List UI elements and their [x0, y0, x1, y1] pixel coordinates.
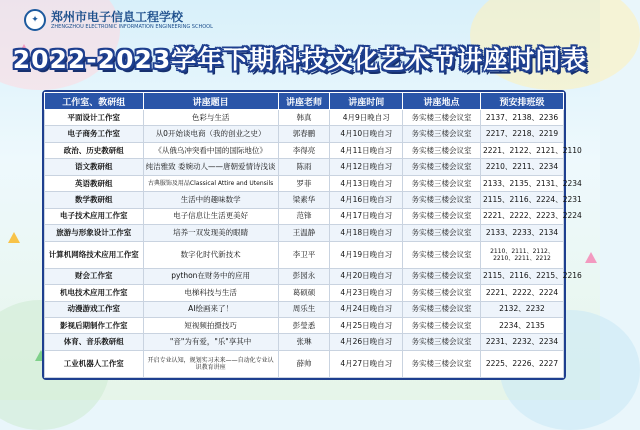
time-cell: 4月13日晚自习 [330, 175, 403, 191]
table-row [45, 350, 564, 377]
table-row [45, 142, 564, 158]
classes-cell: 2115、2116、2215、2216 [480, 268, 563, 284]
teacher-cell: 张琳 [278, 334, 330, 350]
topic-cell: 电子信息让生活更美好 [143, 208, 278, 224]
studio-cell: 数学教研组 [45, 192, 144, 208]
studio-cell: 机电技术应用工作室 [45, 285, 144, 301]
studio-cell: 影视后期制作工作室 [45, 318, 144, 334]
table-row [45, 268, 564, 284]
time-cell: 4月26日晚自习 [330, 334, 403, 350]
page-title: 2022-2023学年下期科技文化艺术节讲座时间表 [12, 45, 588, 74]
school-header [24, 8, 213, 32]
teacher-cell: 陈雨 [278, 159, 330, 175]
location-cell: 务实楼三楼会议室 [403, 241, 481, 268]
table-row [45, 301, 564, 317]
topic-cell: 数字化时代新技术 [143, 241, 278, 268]
classes-cell: 2210、2211、2234 [480, 159, 563, 175]
time-cell: 4月16日晚自习 [330, 192, 403, 208]
time-cell: 4月25日晚自习 [330, 318, 403, 334]
school-logo-icon: ✦ [24, 9, 46, 31]
studio-cell: 电子技术应用工作室 [45, 208, 144, 224]
location-cell: 务实楼三楼会议室 [403, 142, 481, 158]
table-row [45, 175, 564, 191]
studio-cell: 计算机网络技术应用工作室 [45, 241, 144, 268]
table-row [45, 318, 564, 334]
classes-cell: 2221、2122、2121、2110 [480, 142, 563, 158]
classes-cell: 2217、2218、2219 [480, 126, 563, 142]
location-cell: 务实楼三楼会议室 [403, 175, 481, 191]
time-cell: 4月18日晚自习 [330, 225, 403, 241]
topic-cell: 培养一双发现美的眼睛 [143, 225, 278, 241]
classes-cell: 2133、2233、2134 [480, 225, 563, 241]
location-cell: 务实楼三楼会议室 [403, 301, 481, 317]
table-row [45, 225, 564, 241]
topic-cell: python在财务中的应用 [143, 268, 278, 284]
topic-cell: 开启专业认知，规划实习未来——自动化专业认识教育讲座 [143, 350, 278, 377]
col-header-time: 讲座时间 [330, 93, 403, 110]
teacher-cell: 薛帅 [278, 350, 330, 377]
time-cell: 4月24日晚自习 [330, 301, 403, 317]
time-cell: 4月10日晚自习 [330, 126, 403, 142]
location-cell: 务实楼三楼会议室 [403, 192, 481, 208]
location-cell: 务实楼三楼会议室 [403, 225, 481, 241]
location-cell: 务实楼三楼会议室 [403, 126, 481, 142]
table-row [45, 192, 564, 208]
col-header-location: 讲座地点 [403, 93, 481, 110]
classes-cell: 2132、2232 [480, 301, 563, 317]
studio-cell: 平面设计工作室 [45, 110, 144, 126]
teacher-cell: 罗菲 [278, 175, 330, 191]
school-name-en: ZHENGZHOU ELECTRONIC INFORMATION ENGINEERING SCHOOL [51, 23, 213, 30]
classes-cell: 2221、2222、2223、2224 [480, 208, 563, 224]
classes-cell: 2110、2111、2112、2210、2211、2212 [480, 241, 563, 268]
time-cell: 4月20日晚自习 [330, 268, 403, 284]
teacher-cell: 周乐生 [278, 301, 330, 317]
studio-cell: 动漫游戏工作室 [45, 301, 144, 317]
schedule-table [44, 92, 582, 378]
studio-cell: 工业机器人工作室 [45, 350, 144, 377]
classes-cell: 2225、2226、2227 [480, 350, 563, 377]
topic-cell: 短视频拍摄技巧 [143, 318, 278, 334]
classes-cell: 2137、2138、2236 [480, 110, 563, 126]
studio-cell: 英语教研组 [45, 175, 144, 191]
location-cell: 务实楼三楼会议室 [403, 159, 481, 175]
schedule-table-container [42, 90, 582, 380]
teacher-cell: 范锋 [278, 208, 330, 224]
studio-cell: 电子商务工作室 [45, 126, 144, 142]
time-cell: 4月12日晚自习 [330, 159, 403, 175]
teacher-cell: 王温静 [278, 225, 330, 241]
decor-triangle [8, 232, 20, 243]
teacher-cell: 彭园永 [278, 268, 330, 284]
topic-cell: 纯洁雅致 委婉动人——唐朝爱情诗浅谈 [143, 159, 278, 175]
studio-cell: 旅游与形象设计工作室 [45, 225, 144, 241]
table-header-row [45, 93, 564, 110]
studio-cell: 体育、音乐教研组 [45, 334, 144, 350]
table-row [45, 208, 564, 224]
col-header-classes: 预安排班级 [480, 93, 563, 110]
location-cell: 务实楼三楼会议室 [403, 334, 481, 350]
topic-cell: 生活中的趣味数学 [143, 192, 278, 208]
classes-cell: 2115、2116、2224、2231 [480, 192, 563, 208]
topic-cell: 电梯科技与生活 [143, 285, 278, 301]
classes-cell: 2221、2222、2224 [480, 285, 563, 301]
table-row [45, 241, 564, 268]
time-cell: 4月11日晚自习 [330, 142, 403, 158]
teacher-cell: 李得亮 [278, 142, 330, 158]
school-name: 郑州市电子信息工程学校 [51, 9, 184, 24]
location-cell: 务实楼三楼会议室 [403, 268, 481, 284]
teacher-cell: 葛硕硕 [278, 285, 330, 301]
table-row [45, 285, 564, 301]
location-cell: 务实楼三楼会议室 [403, 350, 481, 377]
classes-cell: 2133、2135、2131、2234 [480, 175, 563, 191]
location-cell: 务实楼三楼会议室 [403, 318, 481, 334]
studio-cell: 语文教研组 [45, 159, 144, 175]
studio-cell: 政治、历史教研组 [45, 142, 144, 158]
time-cell: 4月17日晚自习 [330, 208, 403, 224]
studio-cell: 财会工作室 [45, 268, 144, 284]
topic-cell: "音"为有爱，"乐"享其中 [143, 334, 278, 350]
classes-cell: 2231、2232、2234 [480, 334, 563, 350]
table-row [45, 159, 564, 175]
decor-triangle [585, 252, 597, 263]
location-cell: 务实楼三楼会议室 [403, 208, 481, 224]
classes-cell: 2234、2135 [480, 318, 563, 334]
col-header-teacher: 讲座老师 [278, 93, 330, 110]
teacher-cell: 李卫平 [278, 241, 330, 268]
teacher-cell: 韩真 [278, 110, 330, 126]
col-header-studio: 工作室、教研组 [45, 93, 144, 110]
teacher-cell: 郭春鹏 [278, 126, 330, 142]
teacher-cell: 彭瑩悉 [278, 318, 330, 334]
time-cell: 4月19日晚自习 [330, 241, 403, 268]
topic-cell: 色彩与生活 [143, 110, 278, 126]
topic-cell: AI绘画来了！ [143, 301, 278, 317]
table-row [45, 110, 564, 126]
topic-cell: 从0开始谈电商（我的创业之史） [143, 126, 278, 142]
time-cell: 4月27日晚自习 [330, 350, 403, 377]
time-cell: 4月23日晚自习 [330, 285, 403, 301]
location-cell: 务实楼三楼会议室 [403, 285, 481, 301]
time-cell: 4月9日晚自习 [330, 110, 403, 126]
topic-cell: 古典服饰及用品Classical Attire and Utensils [143, 175, 278, 191]
topic-cell: 《从俄乌冲突看中国的国际地位》 [143, 142, 278, 158]
table-row [45, 126, 564, 142]
table-row [45, 334, 564, 350]
teacher-cell: 梁素华 [278, 192, 330, 208]
location-cell: 务实楼三楼会议室 [403, 110, 481, 126]
col-header-topic: 讲座题目 [143, 93, 278, 110]
